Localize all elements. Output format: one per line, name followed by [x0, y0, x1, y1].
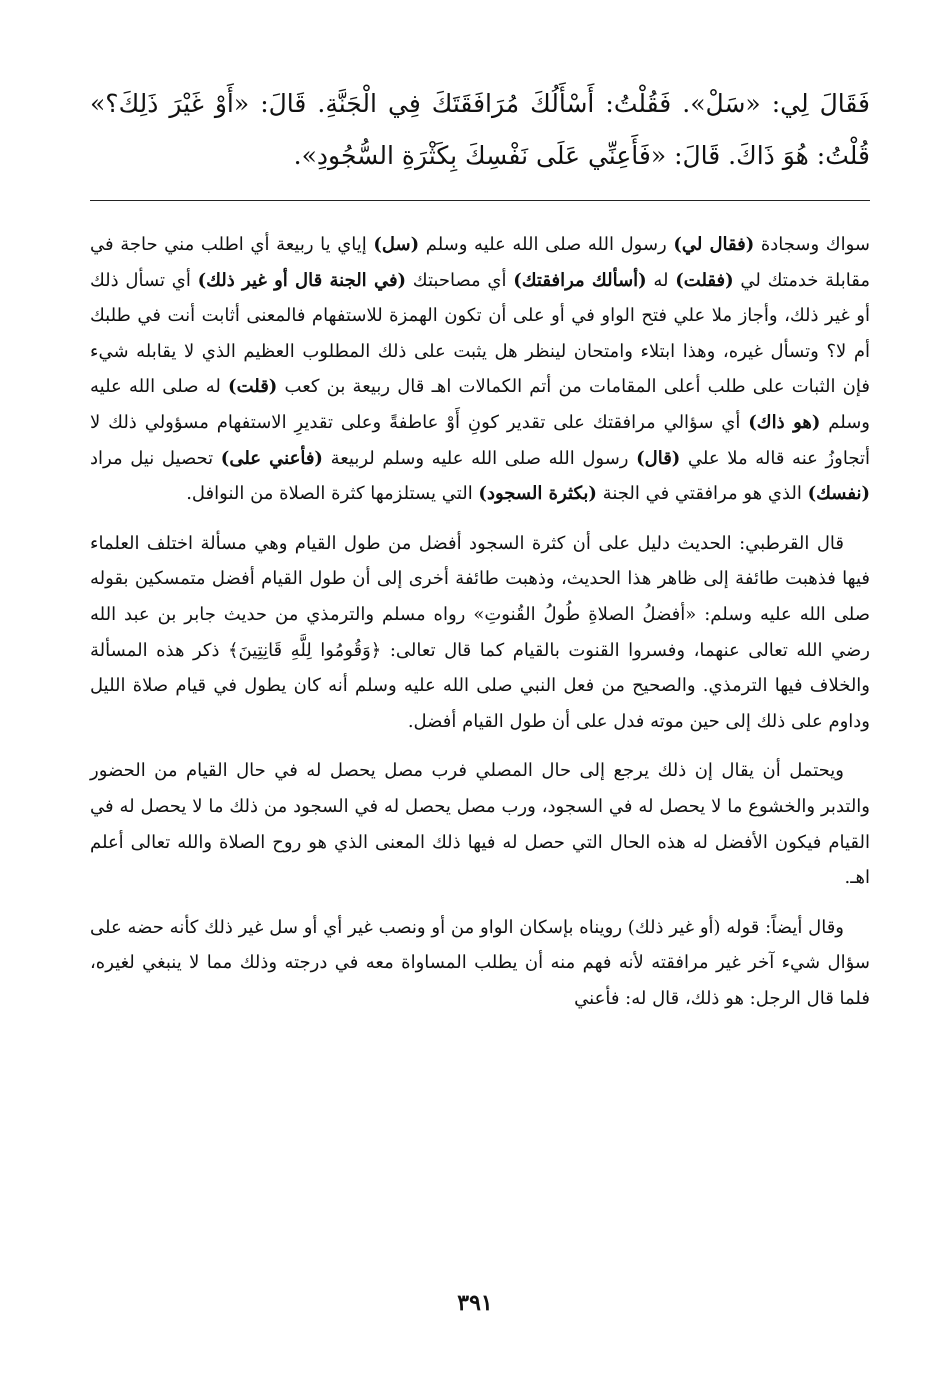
commentary-text: أي سؤالي مرافقتك على تقدير كونِ أَوْ عاطفةً وعلى تقديرِ الاستفهام مسؤولي ذلك لا أتجاوزُ عنه قاله ملا علي: [90, 411, 870, 469]
commentary-paragraph-3: ويحتمل أن يقال إن ذلك يرجع إلى حال المصلي فرب مصل يحصل له في حال القيام من الحضور والتدبر والخشوع ما لا يحصل له في السجود، ورب مصل يحصل له في السجود من ذلك ما لا يحصل له في القيام فيكون الأفضل له هذه الحال التي حصل له فيها ذلك المعنى الذي هو روح الصلاة والله تعالى أعلم اهـ.: [90, 760, 870, 889]
quoted-phrase: (سل): [373, 234, 420, 255]
quoted-phrase: (فقلت): [675, 269, 734, 291]
commentary-text: أي مصاحبتك: [406, 269, 514, 291]
commentary-text: سواك وسجادة: [754, 234, 870, 255]
page-body: [90, 78, 870, 1030]
commentary-paragraph-4: وقال أيضاً: قوله (أو غير ذلك) رويناه بإسكان الواو من أو ونصب غير أي أو سل غير ذلك كأنه حضه على سؤال شيء آخر غير مرافقته لأنه فهم منه أن يطلب المساواة معه في درجته وذلك مما لا ينبغي لغيره، فلما قال الرجل: هو ذلك، قال له: فأعني: [90, 916, 870, 1009]
quoted-phrase: (قال): [636, 447, 681, 469]
quoted-phrase: (في الجنة قال أو غير ذلك): [197, 269, 407, 291]
commentary-text: إياي يا ربيعة أي اطلب مني حاجة في مقابلة خدمتك لي: [90, 234, 870, 291]
quoted-phrase: (قلت): [228, 376, 278, 398]
page-number: ٣٩١: [457, 1290, 493, 1316]
quoted-phrase: (هو ذاك): [748, 411, 821, 433]
quoted-phrase: (فأعني على): [220, 447, 323, 469]
hadith-text: [90, 78, 870, 182]
commentary-text: أي تسأل ذلك أو غير ذلك، وأجاز ملا علي فتح الواو في أو على أن تكون الهمزة للاستفهام فالمعنى أثابت أنت في طلبك أم لا؟ وتسأل غيره، وهذا ابتلاء وامتحان لينظر هل يثبت على ذلك المطلوب العظيم الذي لا يقابله شيء فإن الثبات على طلب أعلى المقامات من أتم الكمالات اهـ قال ربيعة بن كعب: [90, 269, 870, 398]
commentary-text: له: [646, 269, 676, 291]
quoted-phrase: (فقال لي): [673, 234, 755, 255]
commentary-text: الذي هو مرافقتي في الجنة: [596, 483, 808, 505]
quoted-phrase: (بكثرة السجود): [478, 483, 597, 505]
hadith-line-2: قُلْتُ: هُوَ ذَاكَ. قَالَ: «فَأَعِنِّي عَلَى نَفْسِكَ بِكَثْرَةِ السُّجُودِ».: [293, 141, 870, 170]
commentary-text: له صلى الله عليه وسلم: [90, 376, 870, 433]
commentary-text: رسول الله صلى الله عليه وسلم لربيعة: [322, 447, 637, 469]
commentary: [90, 227, 870, 1016]
hadith-line-1: فَقَالَ لِي: «سَلْ». فَقُلْتُ: أَسْأَلُكَ مُرَافَقَتَكَ فِي الْجَنَّةِ. قَالَ: «أَوْ غَيْرَ ذَلِكَ؟»: [90, 89, 870, 118]
commentary-text: التي يستلزمها كثرة الصلاة من النوافل.: [186, 483, 479, 505]
commentary-paragraph-2: قال القرطبي: الحديث دليل على أن كثرة السجود أفضل من طول القيام وهي مسألة اختلف العلماء فيها فذهبت طائفة إلى ظاهر هذا الحديث، وذهبت طائفة أخرى إلى أن طول القيام أفضل متمسكين بقوله صلى الله عليه وسلم: «أفضلُ الصلاةِ طُولُ القُنوتِ» رواه مسلم والترمذي من حديث جابر بن عبد الله رضي الله تعالى عنهما، وفسروا القنوت بالقيام كما قال تعالى: ﴿وَقُومُوا لِلَّهِ قَانِتِينَ﴾ ذكر هذه المسألة والخلاف فيها الترمذي. والصحيح من فعل النبي صلى الله عليه وسلم أنه كان يطول في قيام صلاة الليل وداوم على ذلك إلى حين موته فدل على أن طول القيام أفضل.: [90, 532, 870, 732]
quoted-phrase: (أسألك مرافقتك): [513, 269, 647, 291]
commentary-text: رسول الله صلى الله عليه وسلم: [419, 234, 674, 255]
footnote-divider: [90, 200, 870, 201]
commentary-paragraph-1: [90, 227, 870, 512]
quoted-phrase: (نفسك): [807, 483, 870, 505]
commentary-text: تحصيل نيل مراد: [90, 447, 221, 469]
